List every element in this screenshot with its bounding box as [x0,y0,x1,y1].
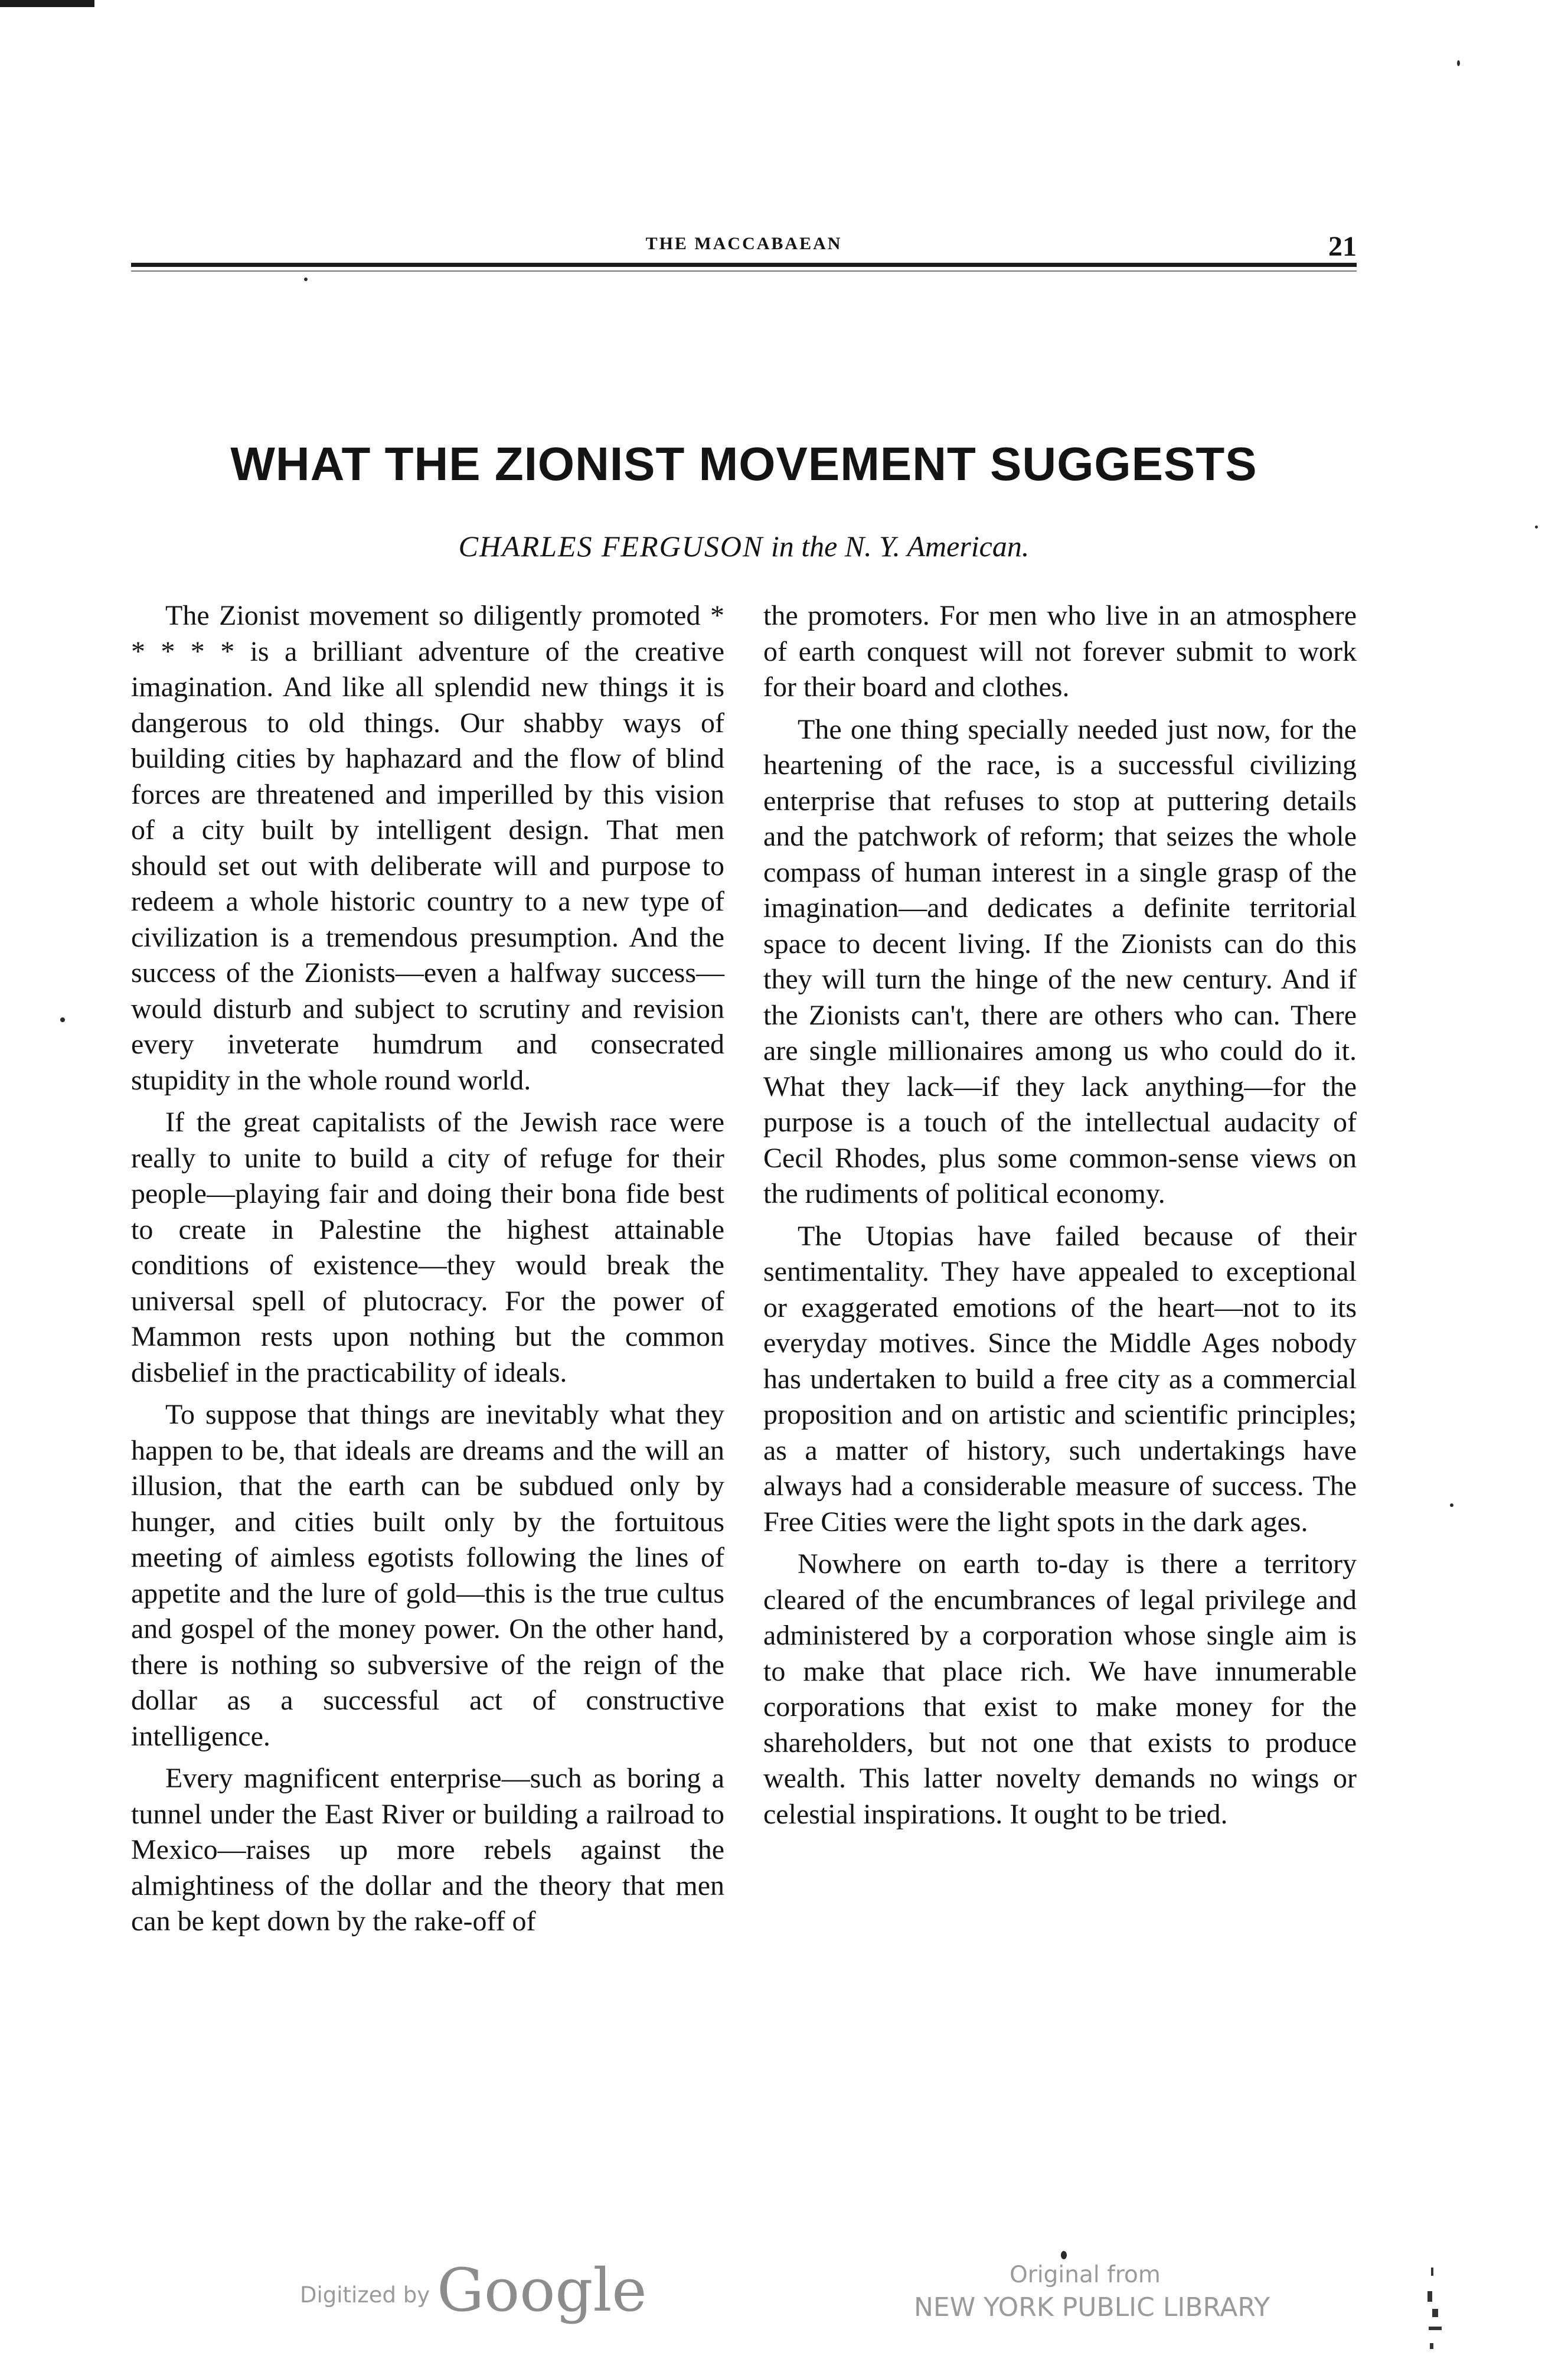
margin-marks [1427,2268,1451,2356]
library-name: NEW YORK PUBLIC LIBRARY [914,2292,1270,2322]
paragraph: Nowhere on earth to-day is there a territory cleared of the encumbrances of legal privilege and administered by a corporation whose single aim is to make that place rich. We have innumerable corporations that exist to make money for the shareholders, but not one that exists to produce wealth. This latter novelty demands no wings or celestial inspirations. It ought to be tried. [763,1548,1357,1830]
scan-speck [1450,1503,1453,1507]
paragraph-continued: the promoters. For men who live in an atmosphere of earth conquest will not forever submit to work for their board and clothes. [763,600,1357,703]
paragraph: The one thing specially needed just now, for the heartening of the race, is a successful civilizing enterprise that refuses to stop at puttering details and the patchwork of reform; that seizes the whole compass of human interest in a single grasp of the imagination—and dedicates a definite territorial space to decent living. If the Zionists can do this they will turn the hinge of the new century. And if the Zionists can't, there are others who can. There are single millionaires among us who could do it. What they lack—if they lack anything—for the purpose is a touch of the intellectual audacity of Cecil Rhodes, plus some common-sense views on the rudiments of political economy. [763,713,1357,1209]
google-logo: Google [437,2256,647,2325]
original-from-label: Original from [1010,2262,1161,2288]
scan-speck [60,1017,65,1022]
digitized-by-label: Digitized by [300,2282,430,2308]
scan-speck [1457,60,1460,66]
paragraph: The Zionist movement so diligently promoted * * * * * is a brilliant adventure of the creative imagination. And like all splendid new things it is dangerous to old things. Our shabby ways of building cities by haphazard and the flow of blind forces are threatened and imperilled by this vision of a city built by intelligent design. That men should set out with deliberate will and purpose to redeem a whole historic country to a new type of civilization is a tremendous presumption. And the success of the Zionists—even a halfway success—would disturb and subject to scrutiny and revision every inveterate humdrum and consecrated stupidity in the whole round world. [131,600,724,1096]
top-edge-rule [0,0,94,7]
byline-source-name: N. Y. American. [844,530,1030,563]
scan-speck [304,278,308,281]
paragraph: If the great capitalists of the Jewish race were really to unite to build a city of refuge for their people—playing fair and doing their bona fide best to create in Palestine the highest attainable conditions of existence—they would break the universal spell of plutocracy. For the power of Mammon rests upon nothing but the common disbelief in the practicability of ideals. [131,1107,724,1388]
digitized-by-credit [300,2256,647,2325]
left-column [131,598,724,1946]
running-title: THE MACCABAEAN [645,234,842,253]
right-column [763,598,1357,1839]
header-rule-thin [131,270,1357,272]
paragraph: To suppose that things are inevitably what they happen to be, that ideals are dreams and the will an illusion, that the earth can be subdued only by hunger, and cities built only by the fortuitous meeting of aimless egotists following the lines of appetite and the lure of gold—this is the true cultus and gospel of the money power. On the other hand, there is nothing so subversive of the reign of the dollar as a successful act of constructive intelligence. [131,1399,724,1752]
byline-author: CHARLES FERGUSON [458,530,764,563]
paragraph: The Utopias have failed because of their sentimentality. They have appealed to exceptional or exaggerated emotions of the heart—not to its everyday motives. Since the Middle Ages nobody has undertaken to build a free city as a commercial proposition and on artistic and scientific principles; as a matter of history, such undertakings have always had a considerable measure of success. The Free Cities were the light spots in the dark ages. [763,1220,1357,1538]
page-number: 21 [1328,231,1357,262]
paragraph: Every magnificent enterprise—such as boring a tunnel under the East River or building a railroad to Mexico—raises up more rebels against the almightiness of the dollar and the theory that men can be kept down by the rake-off of [131,1763,724,1937]
byline [131,529,1357,563]
article-title: WHAT THE ZIONIST MOVEMENT SUGGESTS [230,438,1257,490]
byline-source-prefix: in the [770,530,838,563]
library-credit [914,2260,1270,2325]
header-rule [131,263,1357,267]
scan-speck [1535,526,1538,528]
scan-speck [1061,2251,1067,2259]
